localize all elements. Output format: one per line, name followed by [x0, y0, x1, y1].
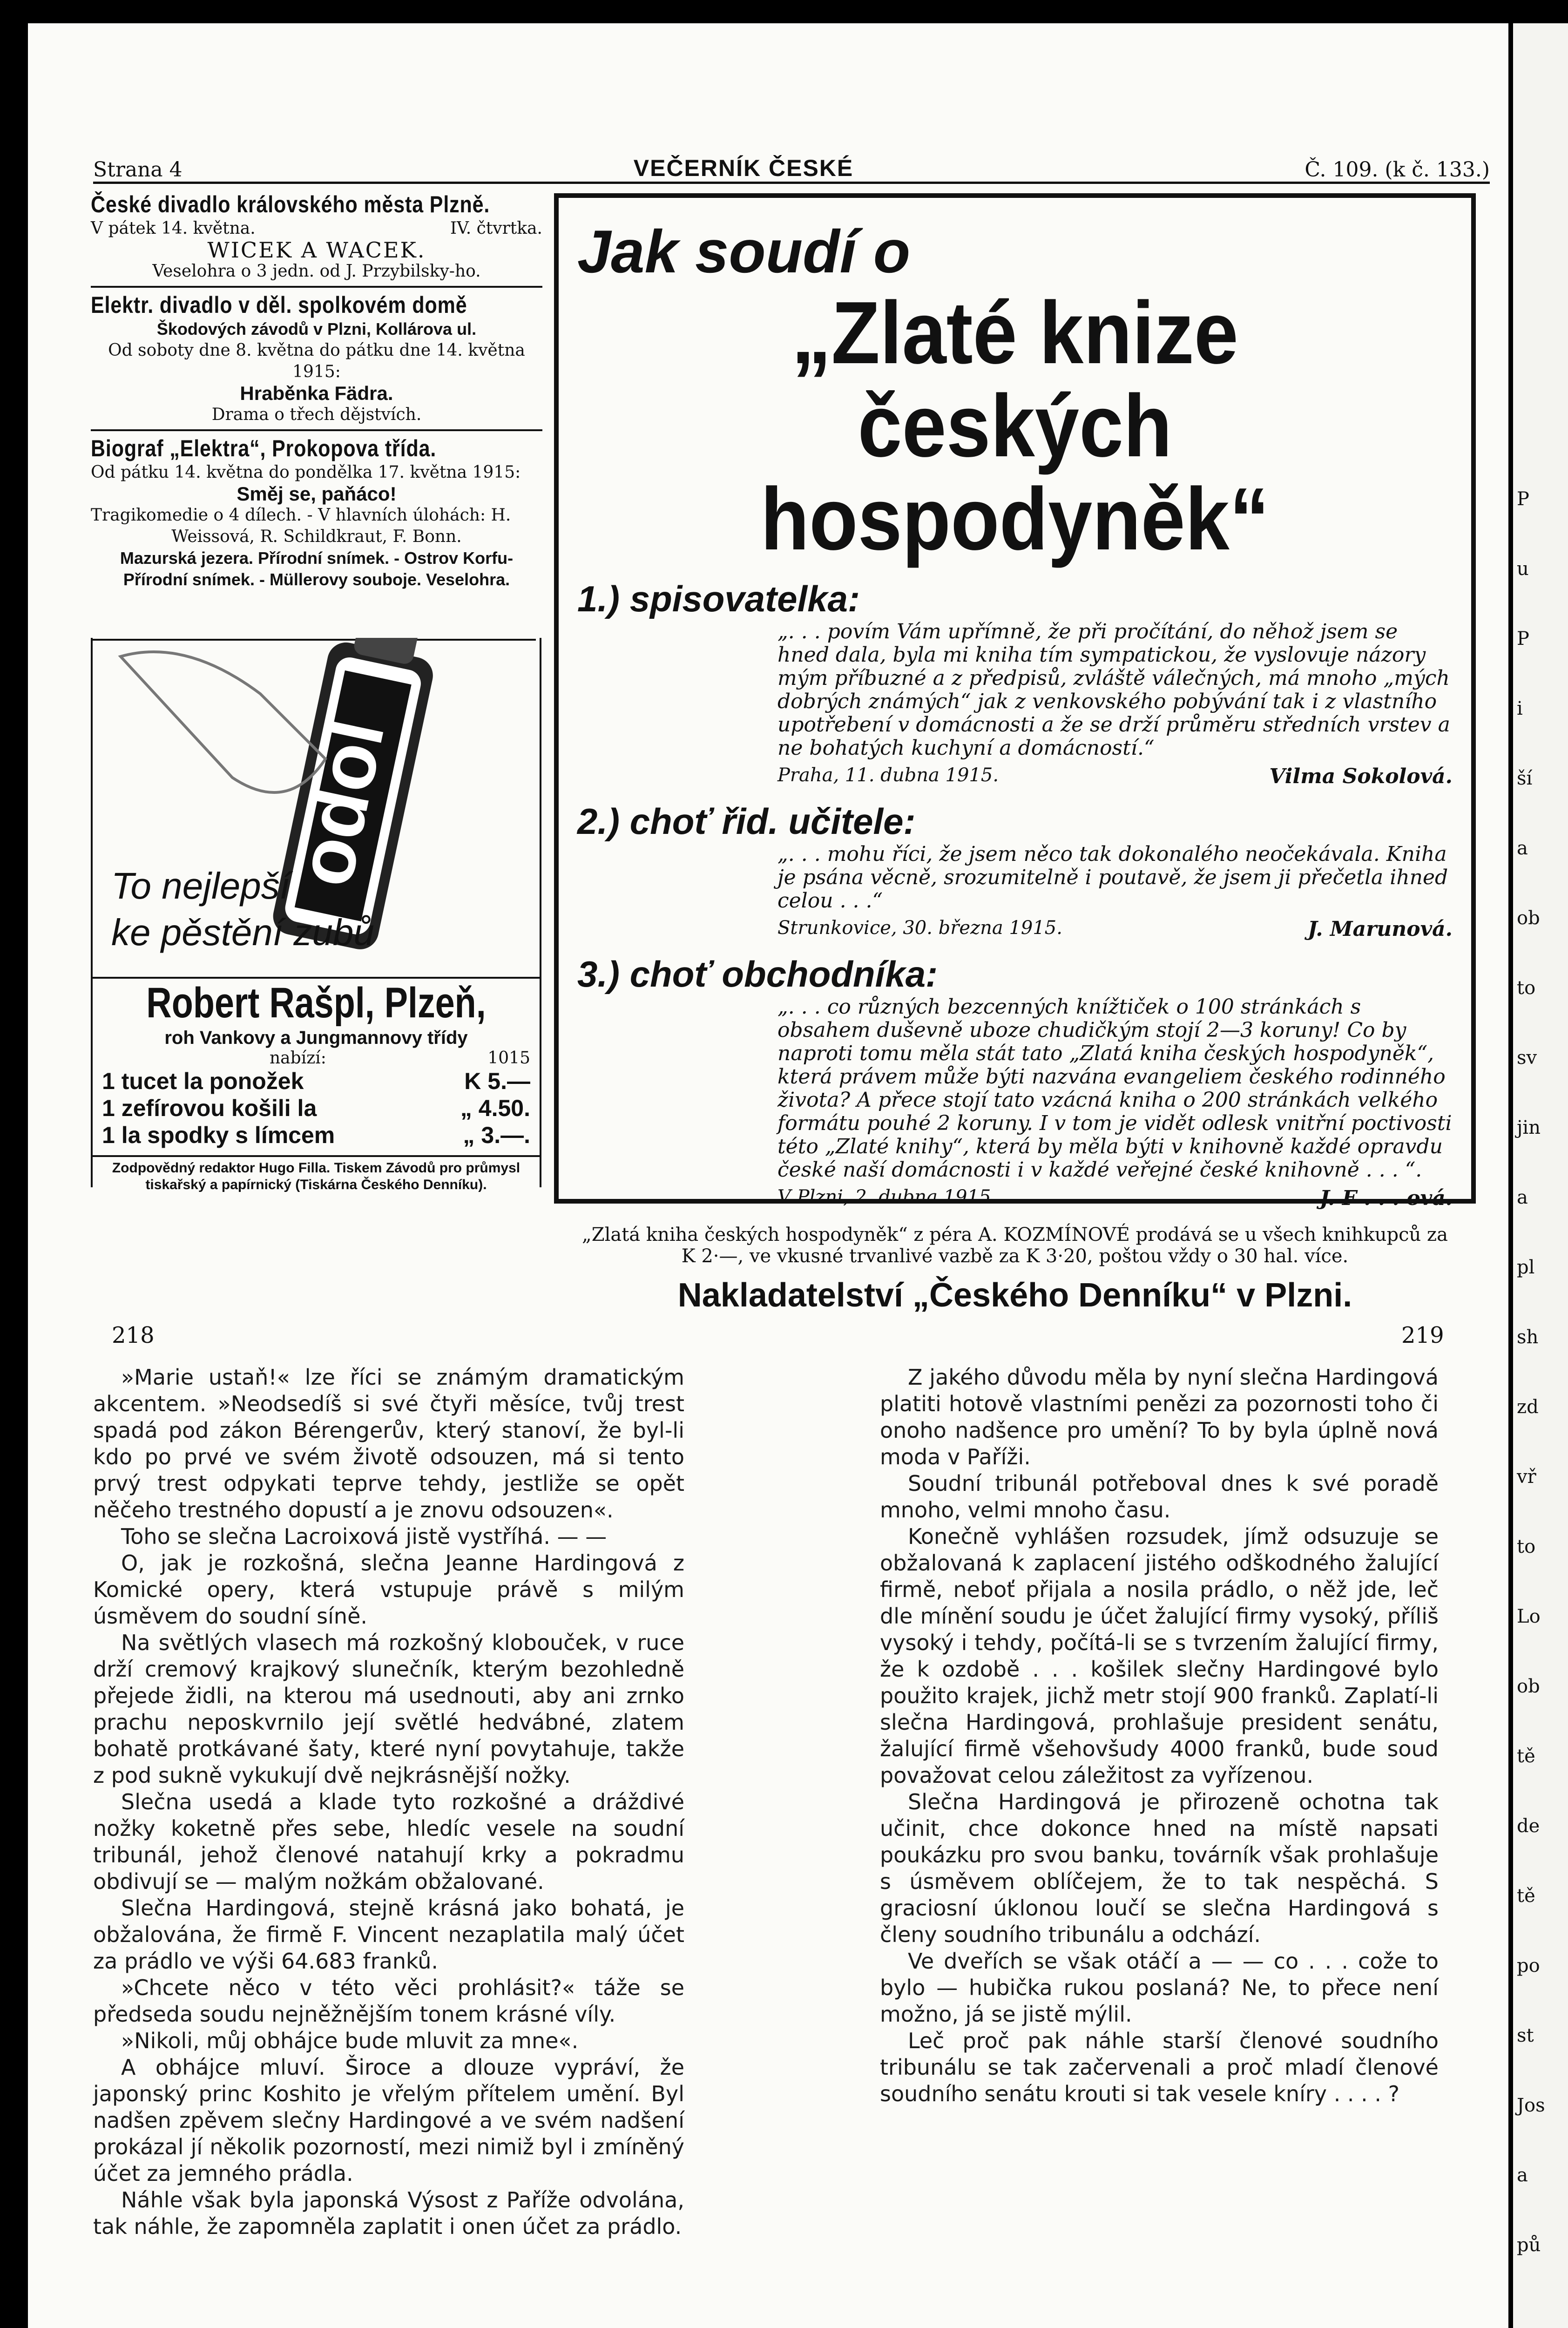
- paragraph: »Marie ustaň!« lze říci se známým dramatickým akcentem. »Neodsedíš si své čtyři měsíce, tvůj trest spadá pod zákon Bérengerův, který stanoví, že byl-li kdo po prvé ve svém životě odsouzen, má si tento prvý trest odpykati teprve tehdy, jestliže se opět něčeho trestného dopustí a je znovu odsouzen«.: [93, 1365, 684, 1523]
- company-address: roh Vankovy a Jungmannovy třídy: [164, 1028, 468, 1048]
- page-number: Strana 4: [93, 158, 182, 182]
- strip-fragment: Lo: [1517, 1606, 1541, 1627]
- paragraph: Slečna Hardingová, stejně krásná jako bohatá, je obžalována, že firmě F. Vincent nezaplatila malý účet za prádlo ve výši 64.683 franků.: [93, 1895, 684, 1974]
- issue-number: Č. 109. (k č. 133.): [1304, 158, 1490, 182]
- strip-fragment: pů: [1517, 2234, 1541, 2256]
- ad-headline: Jak soudí o: [577, 217, 911, 285]
- strip-fragment: zd: [1517, 1396, 1539, 1418]
- strip-fragment: ob: [1517, 1676, 1540, 1697]
- review-place: V Plzni, 2. dubna 1915.: [777, 1186, 997, 1208]
- paragraph: »Nikoli, můj obhájce bude mluvit za mne«.: [121, 2028, 579, 2053]
- cinema1-dates: Od soboty dne 8. května do pátku dne 14. května 1915:: [108, 341, 525, 381]
- price-item-name: 1 zefírovou košili la: [102, 1095, 317, 1121]
- theatre-title: České divadlo královského města Plzně.: [91, 191, 490, 217]
- paragraph: Slečna Hardingová je přirozeně ochotna tak učinit, chce dokonce hned na místě napsati poukázku pro svou banku, továrník však prohlašuje s úsměvem oblíčejem, že to tak nespěchá. S graciosní úklonou loučí se slečna Hardingová s členy soudního tribunálu a odchází.: [880, 1789, 1439, 1947]
- review-label: 3.) choť obchodníka:: [577, 954, 938, 995]
- ad-footer: „Zlatá kniha českých hospodyněk“ z péra A. KOZMÍNOVÉ prodává se u všech knihkupců za K 2·—, ve vkusné trvanlivé vazbě za K 3·20, poštou vždy o 30 hal. více.: [582, 1224, 1448, 1267]
- theatre-date-row: [91, 218, 542, 239]
- strip-fragment: a: [1517, 2165, 1528, 2186]
- strip-fragment: tě: [1517, 1746, 1535, 1767]
- ad-title2: českých hospodyněk“: [760, 377, 1270, 568]
- strip-fragment: P: [1517, 628, 1529, 650]
- strip-fragment: a: [1517, 838, 1528, 859]
- odol-advertisement: [91, 638, 541, 1192]
- review-signature: [777, 765, 1453, 788]
- cinema1-sub: Škodových závodů v Plzni, Kollárova ul.: [156, 319, 477, 338]
- paragraph: Soudní tribunál potřeboval dnes k své poradě mnoho, velmi mnoho času.: [880, 1471, 1439, 1523]
- cinema2-extra: Mazurská jezera. Přírodní snímek. - Ostrov Korfu-: [120, 548, 514, 568]
- cinema2-cast: Weissová, R. Schildkraut, F. Bonn.: [171, 527, 462, 546]
- strip-fragment: pl: [1517, 1257, 1535, 1278]
- right-page-text: [880, 1364, 1439, 2107]
- review-place: Strunkovice, 30. března 1915.: [777, 917, 1062, 939]
- company-name: Robert Rašpl, Plzeň,: [146, 979, 486, 1027]
- cinema2-dates: Od pátku 14. května do pondělka 17. května 1915:: [91, 463, 521, 482]
- review-label: 1.) spisovatelka:: [577, 578, 860, 619]
- paragraph: Toho se slečna Lacroixová jistě vystříhá. — —: [121, 1524, 607, 1549]
- strip-fragment: sv: [1517, 1047, 1537, 1069]
- announcements-column: [91, 191, 542, 590]
- strip-fragment: ší: [1517, 768, 1533, 789]
- cinema2-desc: Tragikomedie o 4 dílech. - V hlavních úlohách: H.: [91, 506, 511, 525]
- review-text: „. . . co různých bezcenných knížtiček o 100 stránkách s obsahem duševně uboze chudičkým stojí 2—3 koruny! Co by naproti tomu měla stát tato „Zlatá kniha českých hospodyněk“, která právem může býti nazvána evangeliem českého rodinného života? A přece stojí tato vzácná kniha o 200 stránkách velkého formátu pouhé 2 koruny. I v tom je vidět odlesk vnitřní poctivosti této „Zlaté knihy“, která by měla býti v knihovně každé opravdu české naší domácnosti i v každé veřejné české knihovně . . . “.: [777, 995, 1452, 1182]
- book-advertisement: [554, 193, 1476, 1314]
- paragraph: Konečně vyhlášen rozsudek, jímž odsuzuje se obžalovaná k zaplacení jistého odškodného žalující firmě, neboť přijala a nosila prádlo, o něž jde, leč dle mínění soudu je účet žalující firmy vysoký, příliš vysoký i tehdy, počítá-li se s tvrzením žalující firmy, že k ozdobě . . . košilek slečny Hardingové bylo použito krajek, jichž metr stojí 900 franků. Zaplatí-li slečna Hardingová, prohlašuje president senátu, žalující firmě všehovšudy 4000 franků, bude soud považovat celou záležitost za vyřízenou.: [880, 1524, 1439, 1788]
- theatre-day: IV. čtvrtka.: [450, 219, 542, 238]
- newspaper-title: VEČERNÍK ČESKÉ: [633, 155, 854, 181]
- strip-fragment: Jos: [1517, 2095, 1545, 2116]
- strip-fragment: vř: [1517, 1466, 1536, 1488]
- offer-code: 1015: [487, 1049, 530, 1068]
- strip-fragment: to: [1517, 1536, 1536, 1557]
- left-page-text: [93, 1364, 684, 2240]
- price-item-price: „ 4.50.: [460, 1095, 530, 1121]
- review-place: Praha, 11. dubna 1915.: [777, 765, 999, 786]
- theatre-note: Veselohra o 3 jedn. od J. Przybilsky-ho.: [152, 262, 481, 281]
- review-signature: [777, 917, 1453, 941]
- odol-bottle-illustration: [93, 638, 536, 973]
- strip-fragment: jin: [1517, 1117, 1541, 1138]
- cinema2-film: Směj se, paňáco!: [237, 483, 397, 505]
- strip-fragment: sh: [1517, 1326, 1539, 1348]
- odol-slogan1: To nejlepší: [111, 865, 290, 907]
- cinema1-title: Elektr. divadlo v děl. spolkovém domě: [91, 292, 467, 318]
- adjacent-page-strip: [1513, 23, 1568, 2328]
- review-text: „. . . mohu říci, že jsem něco tak dokonalého neočekávala. Kniha je psána věcně, srozumitelně i poutavě, že jsem ji přečetla ihned celou . . .“: [777, 842, 1448, 913]
- review-name: Vilma Sokolová.: [1269, 765, 1453, 788]
- paragraph: Slečna usedá a klade tyto rozkošné a dráždivé nožky koketně přes sebe, hledíc vesele na soudní tribunál, jehož členové natahují krky a pokradmu obdivují se — malým nožkám obžalované.: [93, 1789, 684, 1894]
- price-list: [93, 1068, 540, 1149]
- paragraph: Leč proč pak náhle starší členové soudního tribunálu se tak začervenali a proč mladí členové soudního senátu krouti si tak vesele kníry . . . . ?: [880, 2028, 1439, 2106]
- price-item: [93, 1068, 540, 1095]
- paragraph: Ve dveřích se však otáčí a — — co . . . cože to bylo — hubička rukou poslaná? Ne, to přece není možno, já se jistě mýlil.: [880, 1949, 1439, 2027]
- theatre-date: V pátek 14. května.: [91, 219, 256, 238]
- imprint: Zodpovědný redaktor Hugo Filla. Tiskem Závodů pro průmysl tiskařský a papírnický (Tiskárna Českého Denníku).: [112, 1160, 520, 1192]
- price-item-price: K 5.—: [464, 1068, 530, 1094]
- ad-publisher: Nakladatelství „Českého Denníku“ v Plzni.: [677, 1277, 1352, 1314]
- offer-row: [93, 1049, 540, 1068]
- review-name: J. Marunová.: [1307, 917, 1453, 941]
- divider: [91, 286, 542, 288]
- strip-fragment: ob: [1517, 907, 1540, 929]
- strip-fragment: i: [1517, 698, 1523, 719]
- newspaper-header: [93, 149, 1490, 184]
- divider: [91, 429, 542, 431]
- paragraph: O, jak je rozkošná, slečna Jeanne Hardingová z Komické opery, která vstupuje právě s milým úsměvem do soudní síně.: [93, 1550, 684, 1629]
- odol-slogan2: ke pěstění zubů: [111, 912, 374, 953]
- paragraph: Na světlých vlasech má rozkošný klobouček, v ruce drží cremový krajkový slunečník, kterým bezohledně přejede židli, na kterou má usednouti, aby ani zrnko prachu neposkvrnilo její světlé hedvábné, zlatem bohatě protkávané šaty, které nyní povytahuje, takže z pod sukně vykukují dvě nejkrásnější nožky.: [93, 1630, 684, 1788]
- strip-fragment: a: [1517, 1187, 1528, 1208]
- left-page-number: 218: [112, 1322, 155, 1348]
- cinema1-genre: Drama o třech dějstvích.: [211, 405, 422, 424]
- right-page-number: 219: [1401, 1322, 1444, 1348]
- price-item: [93, 1095, 540, 1122]
- strip-fragment: to: [1517, 977, 1536, 999]
- price-item-name: 1 la spodky s límcem: [102, 1122, 335, 1148]
- strip-fragment: P: [1517, 488, 1529, 510]
- strip-fragment: u: [1517, 558, 1529, 580]
- price-item-price: „ 3.—.: [463, 1122, 530, 1148]
- price-item-name: 1 tucet la ponožek: [102, 1068, 304, 1094]
- review-label: 2.) choť řid. učitele:: [577, 801, 916, 842]
- paragraph: Náhle však byla japonská Výsost z Paříže odvolána, tak náhle, že zapomněla zaplatit i onen účet za prádlo.: [93, 2187, 684, 2239]
- cinema1-film: Hraběnka Fädra.: [240, 382, 393, 404]
- cinema2-extra2: Přírodní snímek. - Müllerovy souboje. Veselohra.: [123, 570, 510, 589]
- strip-fragment: st: [1517, 2025, 1534, 2046]
- paragraph: A obhájce mluví. Široce a dlouze vypráví, že japonský princ Koshito je vřelým přítelem umění. Byl nadšen zpěvem slečny Hardingové a ve svém nadšení prokázal jí několik pozorností, mezi nimiž byl i zmíněný účet za jemného prádla.: [93, 2055, 684, 2186]
- cinema2-title: Biograf „Elektra“, Prokopova třída.: [91, 435, 437, 461]
- strip-fragment: po: [1517, 1955, 1540, 1976]
- review-name: J. F . . . ová.: [1319, 1186, 1453, 1210]
- strip-fragment: de: [1517, 1815, 1540, 1837]
- review-signature: [777, 1186, 1453, 1210]
- price-item: [93, 1122, 540, 1149]
- review-text: „. . . povím Vám upřímně, že při pročítání, do něhož jsem se hned dala, byla mi kniha tím sympatickou, že vyslovuje názory mým příbuzné a z předpisů, zvláště válečných, má mnoho „mých dobrých známých“ jak z venkovského pobývání tak i z vlastního upotřebení v domácnosti a že se drží průměru středních vrstev a ne bohatých kuchyní a domácností.“: [777, 620, 1450, 760]
- strip-fragment: tě: [1517, 1885, 1535, 1907]
- paragraph: Z jakého důvodu měla by nyní slečna Hardingová platiti hotově vlastními penězi za pozornosti toho či onoho nadšence pro umění? To by byla úplně nová moda v Paříži.: [880, 1365, 1439, 1469]
- offer-label: nabízí:: [270, 1049, 326, 1068]
- ad-title1: „Zlaté knize: [791, 284, 1238, 382]
- odol-brand: odol: [280, 711, 401, 894]
- theatre-play: WICEK A WACEK.: [207, 237, 426, 263]
- paragraph: »Chcete něco v této věci prohlásit?« táže se předseda soudu nejněžnějším tonem krásné víly.: [93, 1975, 684, 2027]
- reviews: [577, 578, 1453, 1210]
